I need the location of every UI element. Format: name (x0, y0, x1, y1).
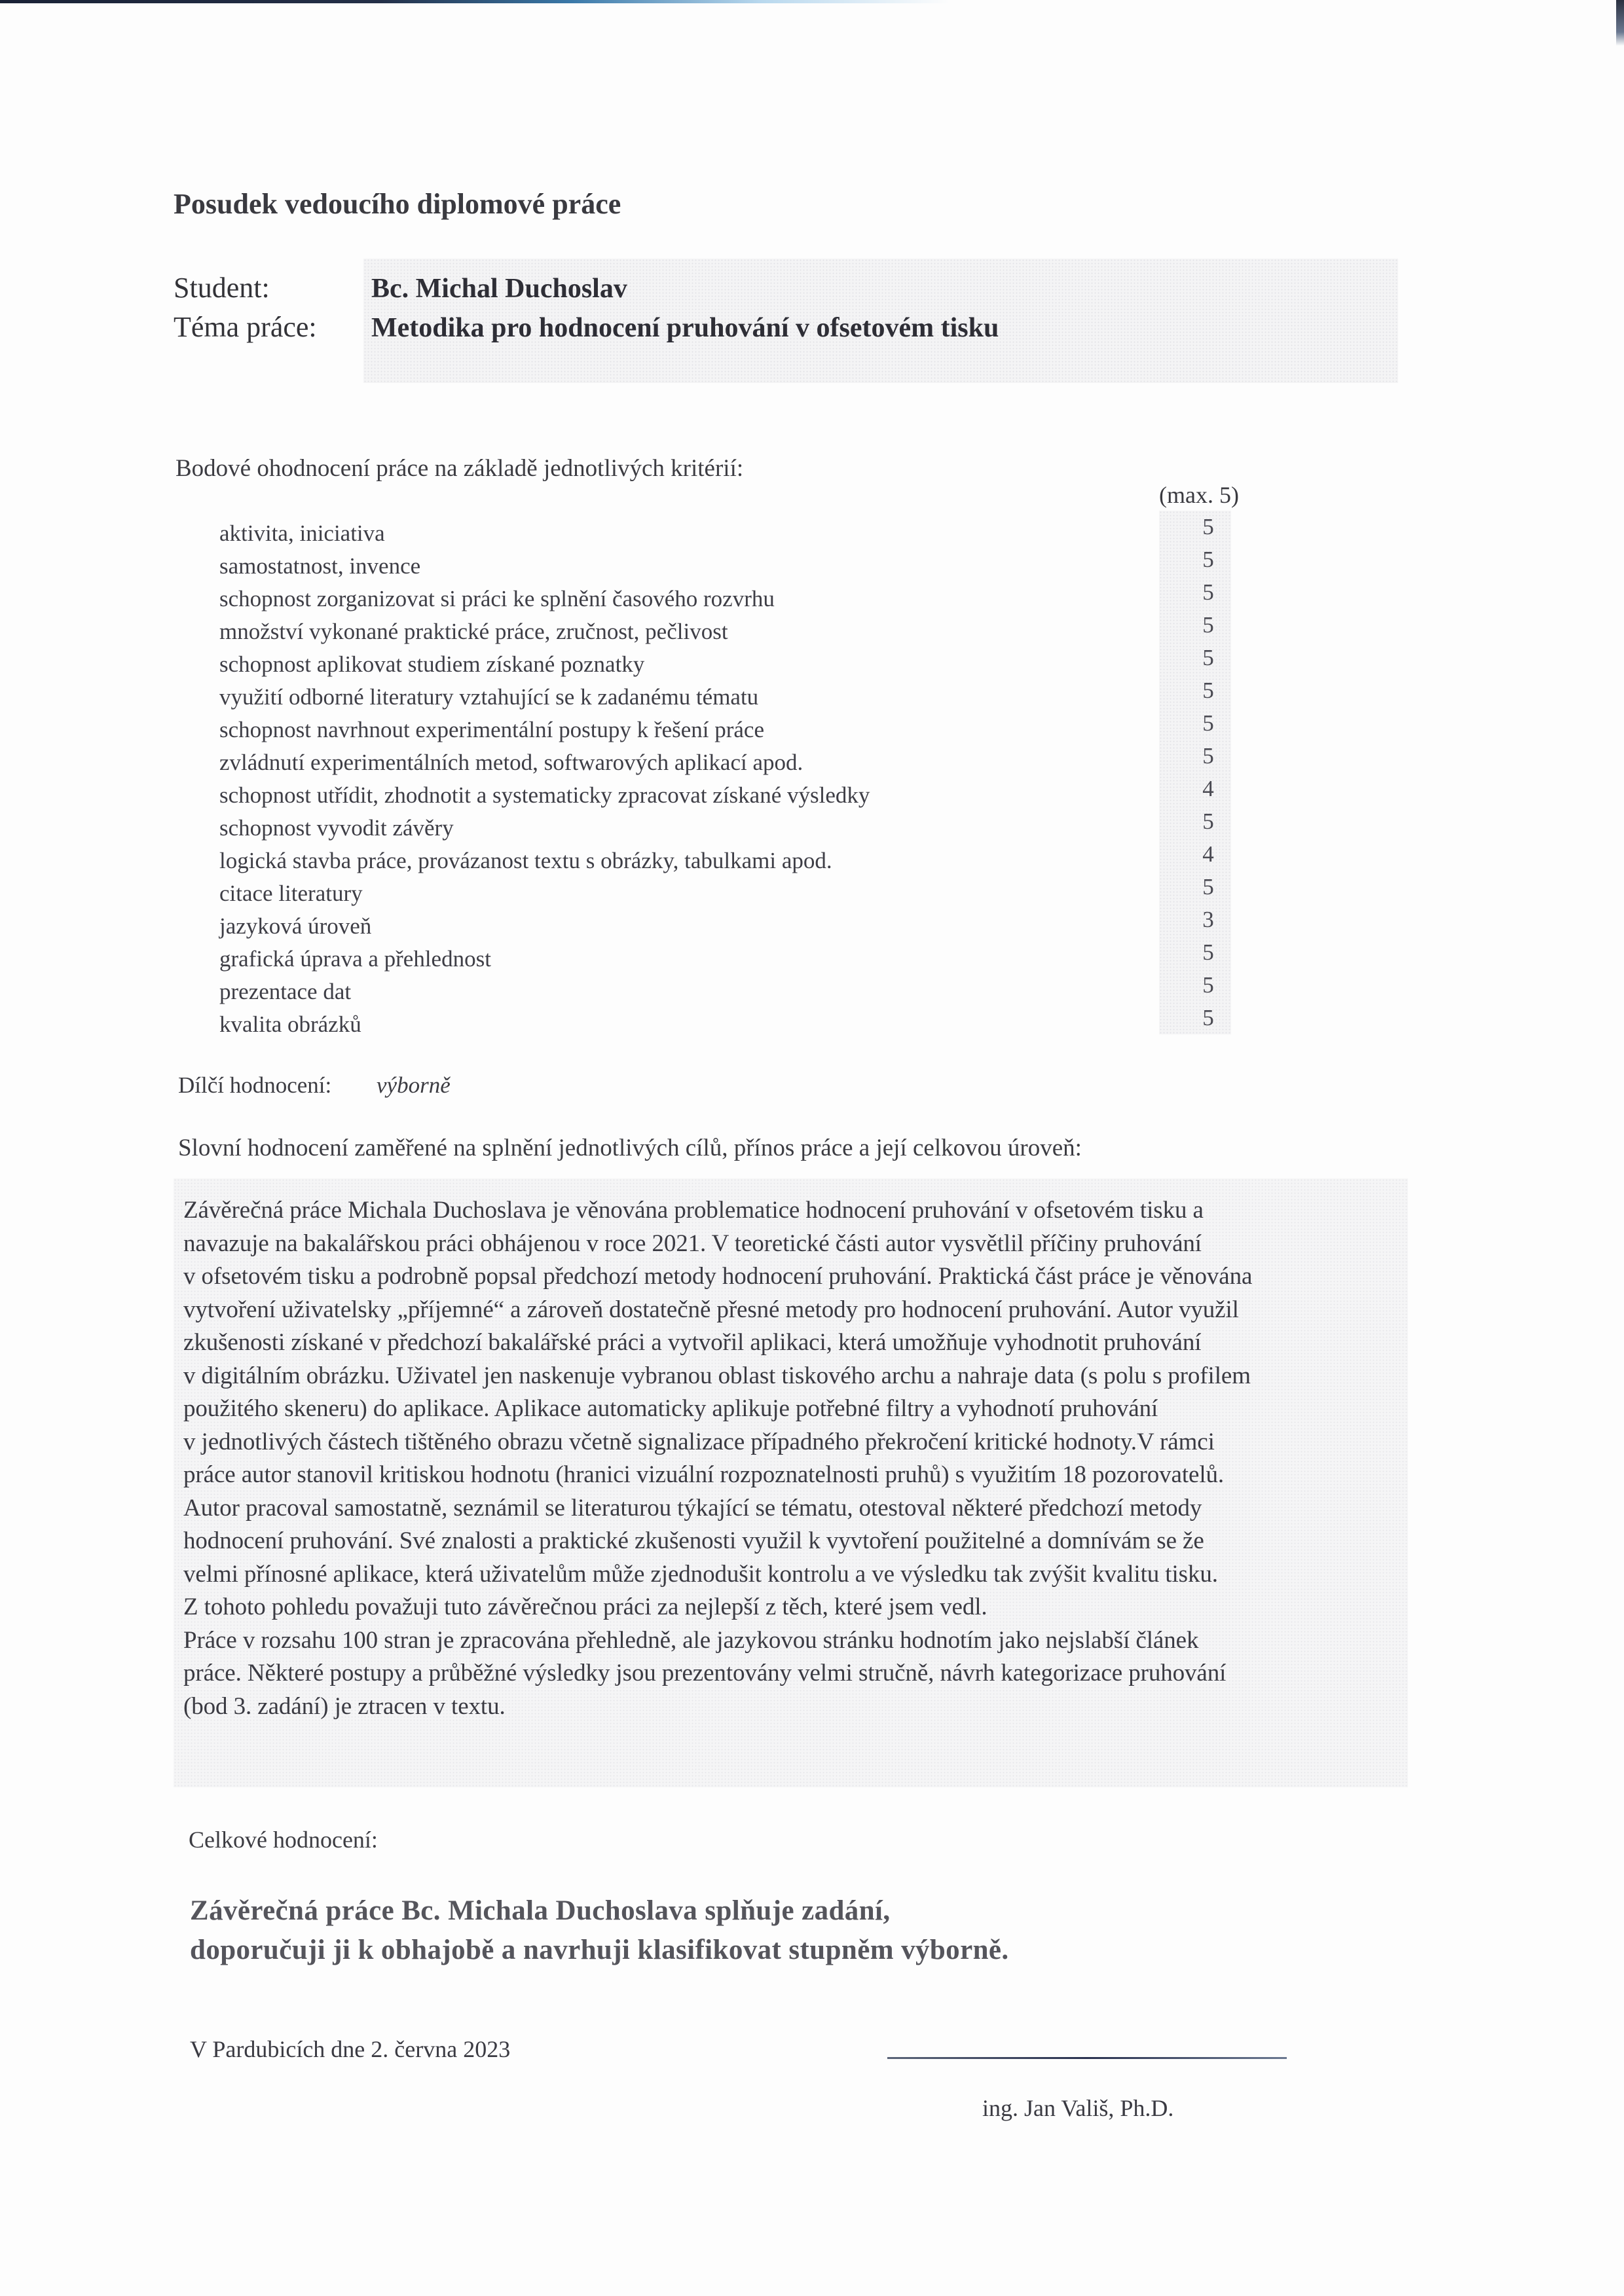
verbal-text-line: Závěrečná práce Michala Duchoslava je věnována problematice hodnocení pruhování v ofsetovém tisku a (183, 1197, 1204, 1224)
overall-evaluation-label: Celkové hodnocení: (189, 1827, 378, 1853)
scan-edge-artifact-right (1616, 0, 1624, 46)
verbal-text-line: vytvoření uživatelsky „příjemné“ a zároveň dostatečně přesné metody pro hodnocení pruhování. Autor využil (183, 1296, 1239, 1323)
topic-value: Metodika pro hodnocení pruhování v ofsetovém tisku (371, 313, 999, 343)
criterion-label: schopnost navrhnout experimentální postupy k řešení práce (219, 717, 765, 742)
criterion-score: 5 (1202, 645, 1214, 670)
criterion-label: schopnost vyvodit závěry (219, 815, 454, 841)
verbal-text-line: v jednotlivých částech tištěného obrazu včetně signalizace případného překročení kritické hodnoty.V rámci (183, 1428, 1215, 1455)
criterion-score: 3 (1202, 907, 1214, 932)
student-label: Student: (174, 272, 270, 304)
verbal-text-line: v ofsetovém tisku a podrobně popsal předchozí metody hodnocení pruhování. Praktická část práce je věnována (183, 1263, 1253, 1290)
partial-evaluation-value: výborně (377, 1072, 451, 1098)
conclusion-line: doporučuji ji k obhajobě a navrhuji klasifikovat stupněm výborně. (190, 1935, 1009, 1965)
criterion-label: schopnost utřídit, zhodnotit a systematicky zpracovat získané výsledky (219, 782, 870, 808)
criterion-label: množství vykonané praktické práce, zručnost, pečlivost (219, 619, 728, 644)
student-name: Bc. Michal Duchoslav (371, 274, 627, 304)
conclusion-line: Závěrečná práce Bc. Michala Duchoslava splňuje zadání, (190, 1895, 891, 1926)
criterion-label: schopnost aplikovat studiem získané poznatky (219, 651, 645, 677)
scan-edge-artifact (0, 0, 950, 3)
max-score-label: (max. 5) (1159, 482, 1239, 508)
criterion-label: schopnost zorganizovat si práci ke splnění časového rozvrhu (219, 586, 775, 611)
verbal-text-line: v digitálním obrázku. Uživatel jen naskenuje vybranou oblast tiskového archu a nahraje data (s polu s profilem (183, 1362, 1251, 1389)
criterion-label: jazyková úroveň (219, 913, 372, 939)
verbal-text-line: hodnocení pruhování. Své znalosti a praktické zkušenosti využil k vyvtoření použitelné a domnívám se že (183, 1527, 1204, 1554)
criterion-score: 5 (1202, 612, 1214, 638)
criterion-score: 5 (1202, 514, 1214, 539)
criterion-score: 5 (1202, 874, 1214, 900)
verbal-text-line: práce autor stanovil kritiskou hodnotu (hranici vizuální rozpoznatelnosti pruhů) s využitím 18 pozorovatelů. (183, 1461, 1225, 1488)
criterion-score: 5 (1202, 809, 1214, 834)
scoring-intro: Bodové ohodnocení práce na základě jednotlivých kritérií: (175, 455, 744, 482)
verbal-intro: Slovní hodnocení zaměřené na splnění jednotlivých cílů, přínos práce a její celkovou úroveň: (178, 1135, 1082, 1161)
scores-background-band (1159, 511, 1231, 1034)
criterion-score: 4 (1202, 841, 1214, 867)
signer-name: ing. Jan Vališ, Ph.D. (982, 2095, 1174, 2121)
criterion-score: 5 (1202, 678, 1214, 703)
criterion-score: 5 (1202, 710, 1214, 736)
topic-label: Téma práce: (174, 311, 317, 343)
partial-evaluation-label: Dílčí hodnocení: (178, 1072, 332, 1098)
criterion-label: zvládnutí experimentálních metod, softwarových aplikací apod. (219, 750, 803, 775)
verbal-text-line: Autor pracoval samostatně, seznámil se literaturou týkající se tématu, otestoval některé předchozí metody (183, 1494, 1202, 1522)
criterion-label: grafická úprava a přehlednost (219, 946, 491, 972)
signature-line (887, 2057, 1287, 2059)
verbal-text-line: Práce v rozsahu 100 stran je zpracována přehledně, ale jazykovou stránku hodnotím jako nejslabší článek (183, 1626, 1199, 1654)
verbal-text-line: navazuje na bakalářskou práci obhájenou v roce 2021. V teoretické části autor vysvětlil příčiny pruhování (183, 1230, 1202, 1257)
criterion-score: 5 (1202, 939, 1214, 965)
document-title: Posudek vedoucího diplomové práce (174, 188, 621, 220)
criterion-score: 5 (1202, 972, 1214, 998)
criterion-label: aktivita, iniciativa (219, 520, 385, 546)
verbal-text-line: zkušenosti získané v předchozí bakalářské práci a vytvořil aplikaci, která umožňuje vyhodnotit pruhování (183, 1329, 1202, 1356)
criterion-score: 5 (1202, 743, 1214, 769)
verbal-text-line: použitého skeneru) do aplikace. Aplikace automaticky aplikuje potřebné filtry a vyhodnotí pruhování (183, 1395, 1158, 1422)
criterion-label: kvalita obrázků (219, 1011, 361, 1037)
verbal-text-line: Z tohoto pohledu považuji tuto závěrečnou práci za nejlepší z těch, které jsem vedl. (183, 1594, 987, 1620)
criterion-score: 5 (1202, 1005, 1214, 1030)
criterion-score: 5 (1202, 547, 1214, 572)
verbal-text-line: velmi přínosné aplikace, která uživatelům může zjednodušit kontrolu a ve výsledku tak zvýšit kvalitu tisku. (183, 1560, 1218, 1588)
criterion-score: 4 (1202, 776, 1214, 801)
verbal-text-line: práce. Některé postupy a průběžné výsledky jsou prezentovány velmi stručně, návrh kategorizace pruhování (183, 1660, 1227, 1686)
criterion-label: citace literatury (219, 881, 363, 906)
criterion-score: 5 (1202, 579, 1214, 605)
place-and-date: V Pardubicích dne 2. června 2023 (190, 2036, 511, 2062)
criterion-label: logická stavba práce, provázanost textu s obrázky, tabulkami apod. (219, 848, 832, 873)
criterion-label: samostatnost, invence (219, 553, 421, 579)
verbal-text-line: (bod 3. zadání) je ztracen v textu. (183, 1692, 506, 1720)
criterion-label: využití odborné literatury vztahující se k zadanému tématu (219, 684, 759, 710)
criterion-label: prezentace dat (219, 979, 352, 1004)
